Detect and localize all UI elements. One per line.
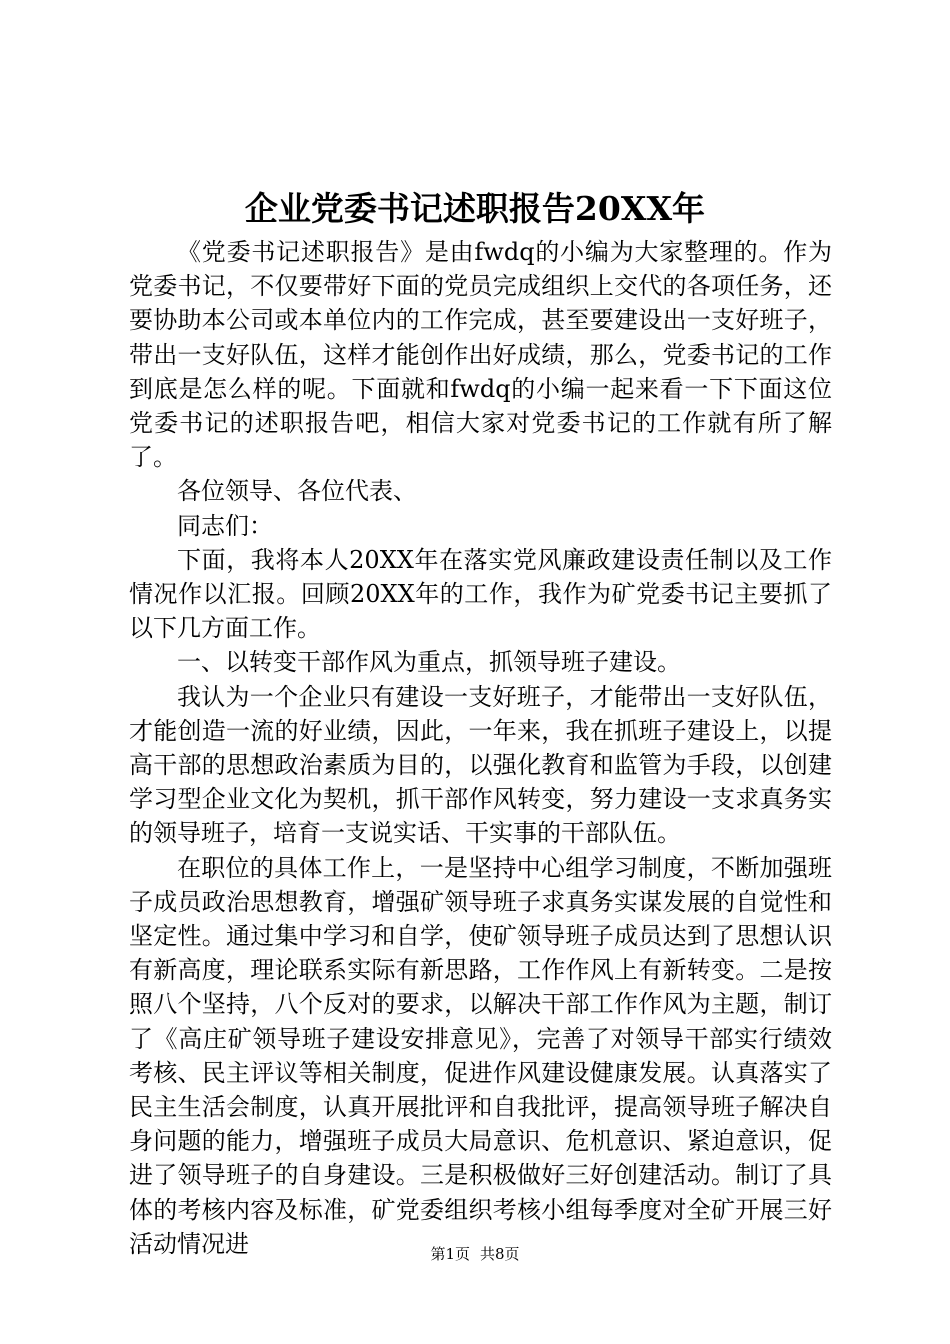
body-paragraph: 在职位的具体工作上，一是坚持中心组学习制度，不断加强班子成员政治思想教育，增强矿领导班子求真务实谋发展的自觉性和坚定性。通过集中学习和自学，使矿领导班子成员达到了思想认识有新高度，理论联系实际有新思路，工作作风上有新转变。二是按照八个坚持，八个反对的要求，以解决干部工作作风为主题，制订了《高庄矿领导班子建设安排意见》，完善了对领导干部实行绩效考核、民主评议等相关制度，促进作风建设健康发展。认真落实了民主生活会制度，认真开展批评和自我批评，提高领导班子解决自身问题的能力，增强班子成员大局意识、危机意识、紧迫意识，促进了领导班子的自身建设。三是积极做好三好创建活动。制订了具体的考核内容及标准，矿党委组织考核小组每季度对全矿开展三好活动情况进 [129,853,832,1258]
body-paragraph: 下面，我将本人20XX年在落实党风廉政建设责任制以及工作情况作以汇报。回顾20XX年的工作，我作为矿党委书记主要抓了以下几方面工作。 [129,545,832,643]
document-title: 企业党委书记述职报告20XX年 [244,189,706,228]
page-total: 共8页 [480,1245,520,1263]
document-body [129,235,832,1261]
salutation-line: 各位领导、各位代表、 [177,477,417,506]
intro-paragraph: 《党委书记述职报告》是由fwdq的小编为大家整理的。作为党委书记，不仅要带好下面的党员完成组织上交代的各项任务，还要协助本公司或本单位内的工作完成，甚至要建设出一支好班子，带出一支好队伍，这样才能创作出好成绩，那么，党委书记的工作到底是怎么样的呢。下面就和fwdq的小编一起来看一下下面这位党委书记的述职报告吧，相信大家对党委书记的工作就有所了解了。 [129,238,832,472]
salutation-line: 同志们： [177,511,273,540]
page-footer [0,1243,950,1265]
page-number: 第1页 [430,1245,470,1263]
body-paragraph: 我认为一个企业只有建设一支好班子，才能带出一支好队伍，才能创造一流的好业绩，因此，一年来，我在抓班子建设上，以提高干部的思想政治素质为目的，以强化教育和监管为手段，以创建学习型企业文化为契机，抓干部作风转变，努力建设一支求真务实的领导班子，培育一支说实话、干实事的干部队伍。 [129,682,832,848]
section-heading: 一、以转变干部作风为重点，抓领导班子建设。 [177,648,681,677]
